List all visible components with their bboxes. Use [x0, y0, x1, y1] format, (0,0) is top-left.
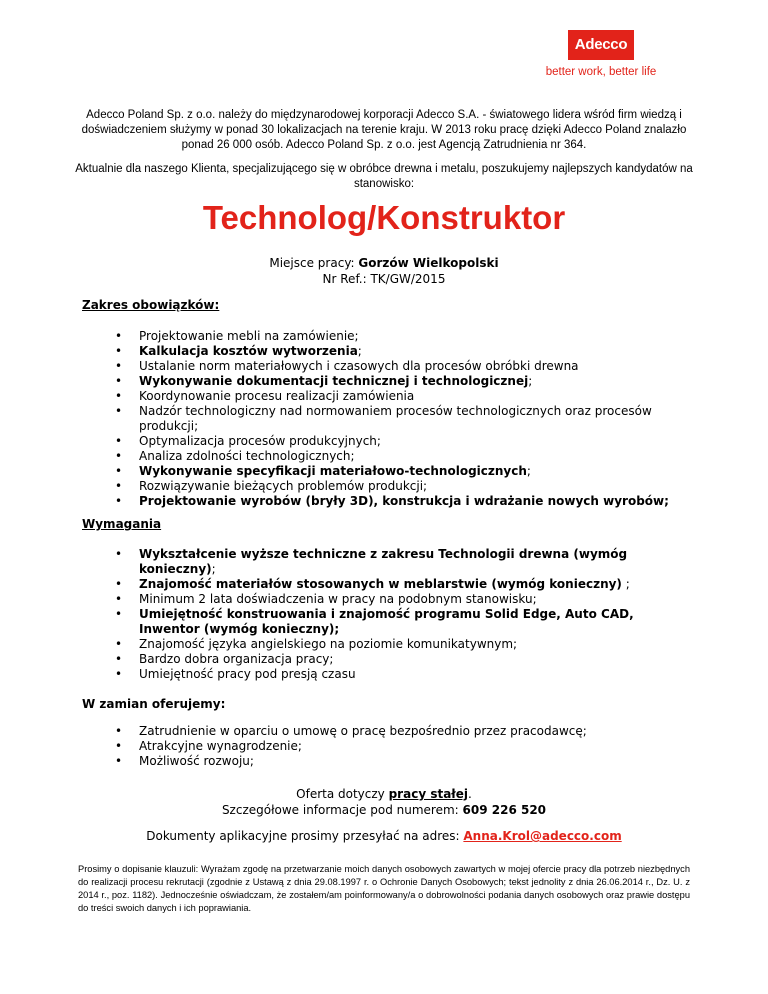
client-intro: Aktualnie dla naszego Klienta, specjalizującego się w obróbce drewna i metalu, poszukujemy najlepszych kandydatów na stanowisko: [75, 163, 693, 190]
list-item [82, 389, 682, 404]
list-item-bold: Wykonywanie specyfikacji materiałowo-technologicznych [139, 464, 527, 478]
list-item-text: Koordynowanie procesu realizacji zamówienia [139, 389, 415, 403]
list-item-text: ; [528, 374, 533, 388]
list-item [82, 754, 682, 769]
offer-heading: W zamian oferujemy: [82, 697, 226, 711]
list-item-text: Możliwość rozwoju; [139, 754, 254, 768]
list-item-text: ; [357, 344, 362, 358]
list-item-bold: Umiejętność konstruowania i znajomość programu Solid Edge, Auto CAD, Inwentor (wymóg konieczny); [139, 607, 634, 636]
logo-tagline: better work, better life [545, 66, 657, 78]
list-item-bold: Znajomość materiałów stosowanych w meblarstwie (wymóg konieczny) [139, 577, 622, 591]
list-item-text: Ustalanie norm materiałowych i czasowych dla procesów obróbki drewna [139, 359, 579, 373]
requirements-list [82, 547, 682, 682]
list-item [82, 374, 682, 389]
list-item-text: Umiejętność pracy pod presją czasu [139, 667, 356, 681]
list-item-bold: Kalkulacja kosztów wytworzenia [139, 344, 358, 358]
list-item [82, 344, 682, 359]
reference-number: Nr Ref.: TK/GW/2015 [322, 272, 446, 286]
phone-label: Szczegółowe informacje pod numerem: [221, 803, 463, 817]
offer-list [82, 724, 682, 769]
list-item-text: ; [211, 562, 216, 576]
contract-type: pracy stałej [388, 787, 468, 801]
job-meta [150, 255, 618, 287]
phone-line [100, 802, 668, 818]
list-item-text: Rozwiązywanie bieżących problemów produkcji; [139, 479, 428, 493]
list-item [82, 494, 682, 509]
list-item [82, 577, 682, 592]
list-item [82, 607, 682, 637]
apply-line [100, 828, 668, 844]
contract-suffix: . [468, 787, 472, 801]
list-item [82, 404, 682, 434]
list-item-text: Zatrudnienie w oparciu o umowę o pracę bezpośrednio przez pracodawcę; [139, 724, 587, 738]
apply-label: Dokumenty aplikacyjne prosimy przesyłać na adres: [146, 829, 464, 843]
list-item [82, 449, 682, 464]
list-item [82, 592, 682, 607]
list-item-text: Bardzo dobra organizacja pracy; [139, 652, 334, 666]
list-item [82, 547, 682, 577]
list-item [82, 329, 682, 344]
gdpr-clause: Prosimy o dopisanie klauzuli: Wyrażam zgodę na przetwarzanie moich danych osobowych zawartych w mojej ofercie pracy dla potrzeb niezbędnych do realizacji procesu rekrutacji (zgodnie z Ustawą z dnia 29.08.1997 r. o Ochronie Danych Osobowych; tekst jednolity z dnia 26.06.2014 r., Dz. U. z 2014 r., poz. 1182). Jednocześnie oświadczam, że zostałem/am poinformowany/a o dobrowolności podania danych osobowych oraz prawie dostępu do treści swoich danych i ich poprawiania. [78, 864, 690, 913]
list-item-text: Znajomość języka angielskiego na poziomie komunikatywnym; [139, 637, 518, 651]
list-item-text: Analiza zdolności technologicznych; [139, 449, 355, 463]
location-value: Gorzów Wielkopolski [358, 256, 499, 270]
list-item [82, 724, 682, 739]
contract-label: Oferta dotyczy [296, 787, 389, 801]
list-item [82, 652, 682, 667]
list-item [82, 464, 682, 479]
list-item-text: Projektowanie mebli na zamówienie; [139, 329, 359, 343]
logo-wordmark: Adecco [568, 30, 634, 60]
email-link[interactable]: Anna.Krol@adecco.com [463, 829, 622, 843]
job-title: Technolog/Konstruktor [202, 199, 566, 236]
location-label: Miejsce pracy: [269, 256, 355, 270]
duties-heading: Zakres obowiązków: [82, 298, 220, 312]
list-item-text: ; [526, 464, 531, 478]
list-item-text: Minimum 2 lata doświadczenia w pracy na podobnym stanowisku; [139, 592, 537, 606]
list-item [82, 739, 682, 754]
list-item [82, 479, 682, 494]
list-item [82, 667, 682, 682]
adecco-logo [531, 30, 671, 78]
list-item-text: Optymalizacja procesów produkcyjnych; [139, 434, 381, 448]
company-intro: Adecco Poland Sp. z o.o. należy do międzynarodowej korporacji Adecco S.A. - światowego lidera wśród firm wiedzą i doświadczeniem służymy w ponad 30 lokalizacjach na terenie kraju. W 2013 roku pracę dzięki Adecco Poland znalazło ponad 26 000 osób. Adecco Poland Sp. z o.o. jest Agencją Zatrudnienia nr 364. [81, 109, 687, 151]
list-item-bold: Wykonywanie dokumentacji technicznej i technologicznej [139, 374, 529, 388]
list-item [82, 434, 682, 449]
list-item [82, 359, 682, 374]
contract-line [100, 786, 668, 802]
requirements-heading: Wymagania [82, 517, 162, 531]
list-item-bold: Wykształcenie wyższe techniczne z zakresu Technologii drewna (wymóg konieczny) [139, 547, 628, 576]
list-item [82, 637, 682, 652]
list-item-text: Nadzór technologiczny nad normowaniem procesów technologicznych oraz procesów produkcji; [139, 404, 652, 433]
list-item-text: ; [621, 577, 630, 591]
location-line [150, 255, 618, 271]
phone-number: 609 226 520 [462, 803, 547, 817]
duties-list [82, 329, 682, 509]
list-item-text: Atrakcyjne wynagrodzenie; [139, 739, 302, 753]
list-item-bold: Projektowanie wyrobów (bryły 3D), konstrukcja i wdrażanie nowych wyrobów; [139, 494, 669, 508]
